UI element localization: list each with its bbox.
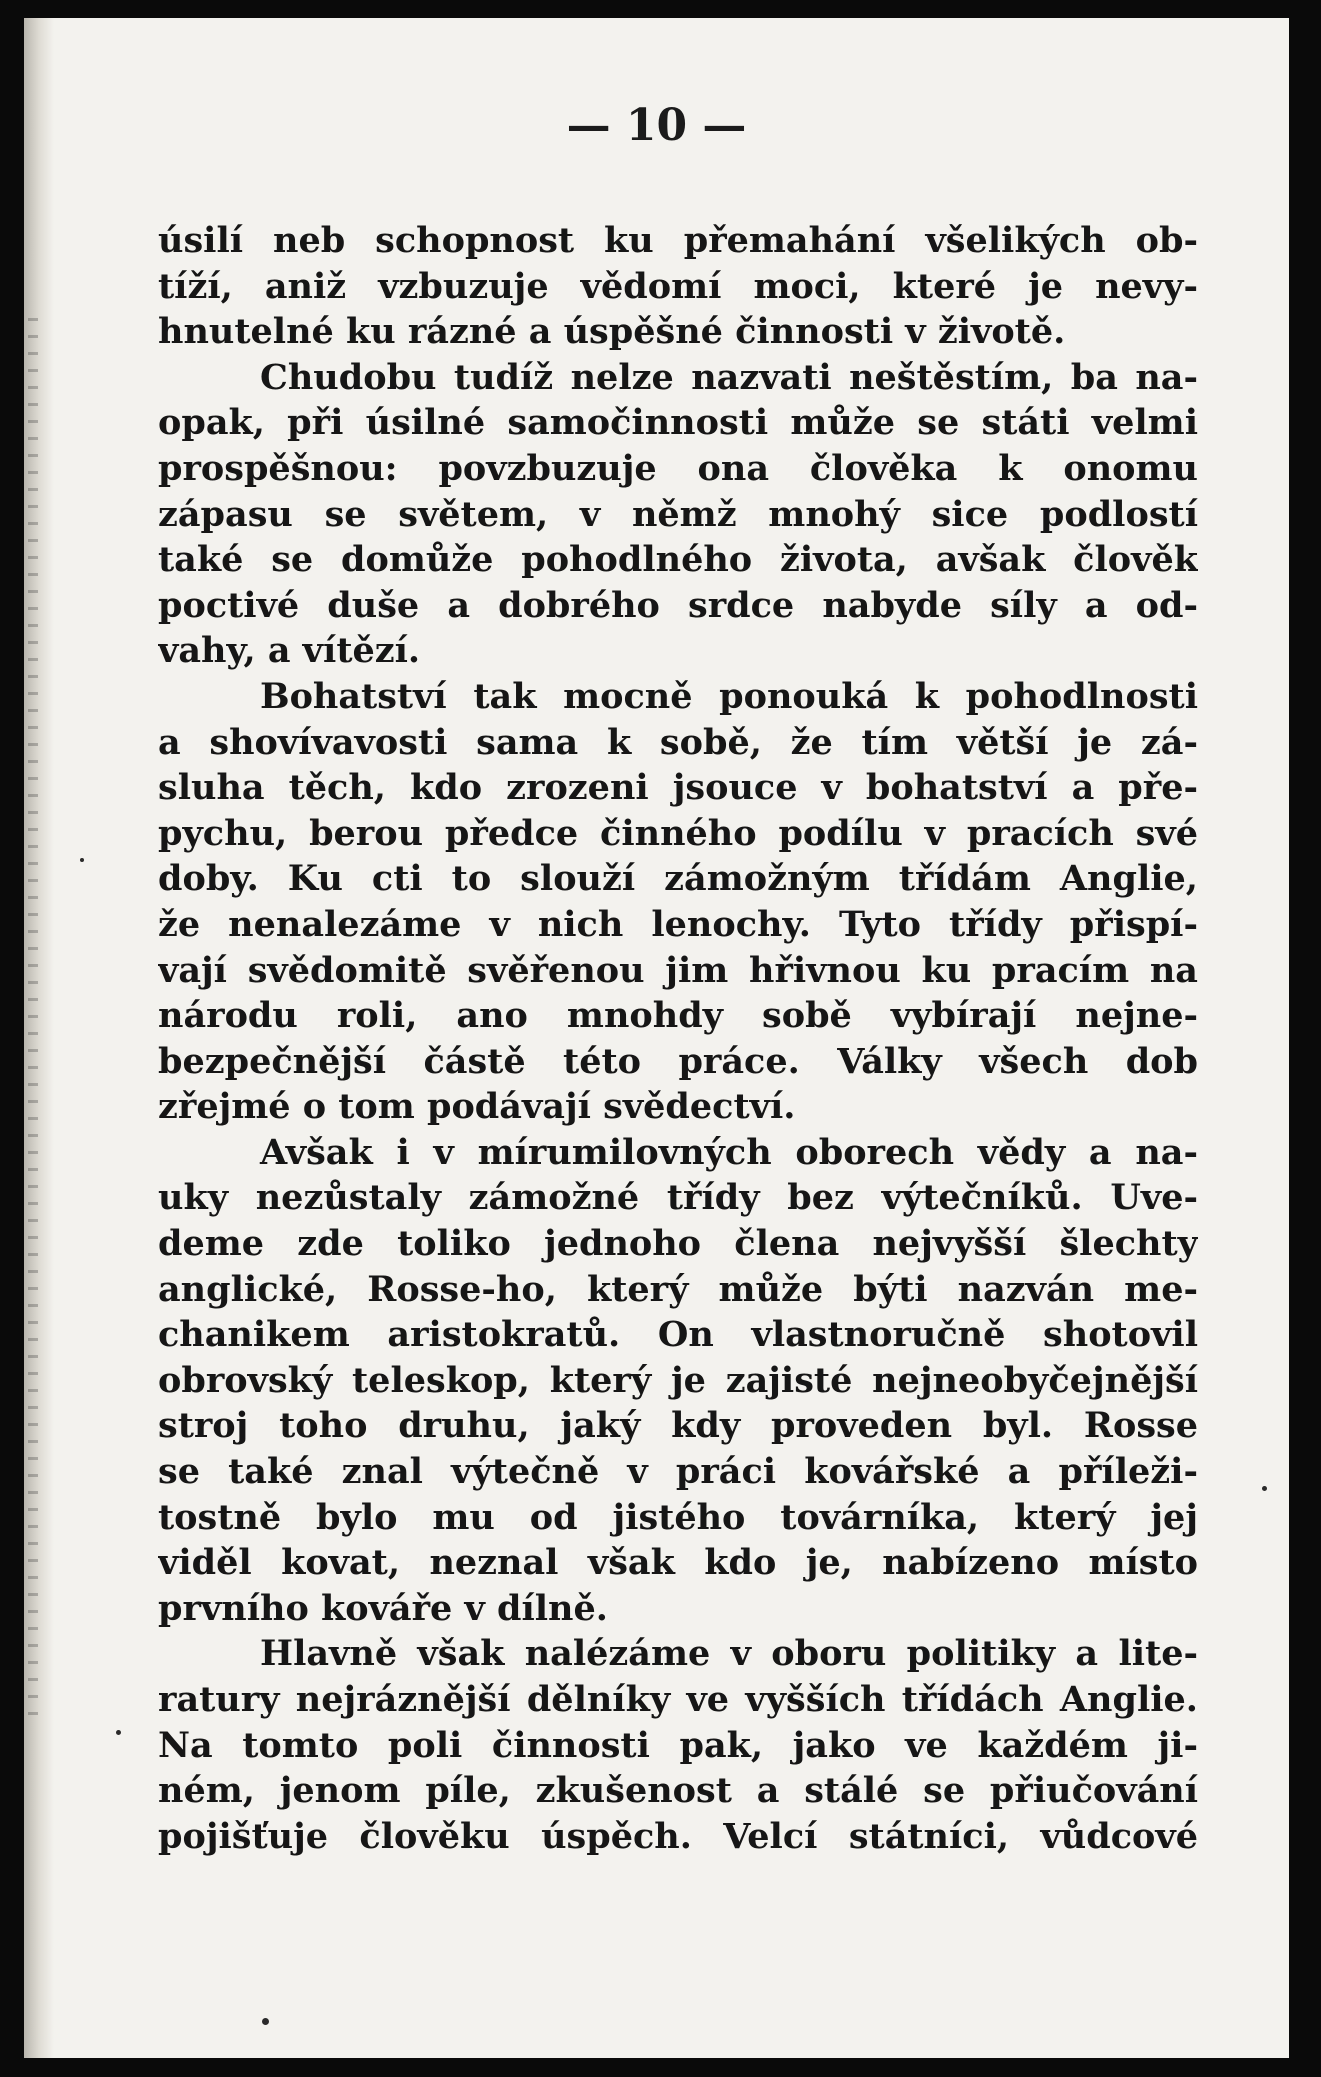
ink-speck	[80, 858, 84, 862]
text-line: obrovský teleskop, který je zajisté nejneobyčejnější	[158, 1359, 1198, 1401]
page-number: — 10 —	[566, 100, 747, 151]
text-line: hnutelné ku rázné a úspěšné činnosti v životě.	[158, 311, 1066, 353]
text-line: bezpečnější částě této práce. Války všech dob	[158, 1040, 1198, 1082]
text-line: zápasu se světem, v němž mnohý sice podlostí	[158, 493, 1198, 535]
text-line: Hlavně však nalézáme v oboru politiky a lite-	[260, 1633, 1198, 1675]
text-line: prospěšnou: povzbuzuje ona člověka k onomu	[158, 447, 1198, 489]
text-line: ratury nejráznější dělníky ve vyšších třídách Anglie.	[158, 1679, 1198, 1720]
book-page	[24, 18, 1289, 2058]
text-line: doby. Ku cti to slouží zámožným třídám Anglie,	[158, 858, 1198, 900]
text-line: že nenalezáme v nich lenochy. Tyto třídy přispí-	[158, 903, 1198, 945]
text-line: také se domůže pohodlného života, avšak člověk	[158, 539, 1198, 581]
text-line: pychu, berou předce činného podílu v pracích své	[158, 812, 1198, 854]
text-line: vají svědomitě svěřenou jim hřivnou ku pracím na	[158, 949, 1198, 991]
text-line: prvního kováře v dílně.	[158, 1587, 608, 1629]
text-line: Bohatství tak mocně ponouká k pohodlnosti	[260, 675, 1198, 717]
text-line: tíží, aniž vzbuzuje vědomí moci, které je nevy-	[158, 265, 1198, 307]
ink-speck	[262, 2018, 269, 2025]
text-line: tostně bylo mu od jistého továrníka, který jej	[158, 1496, 1198, 1538]
text-line: Avšak i v mírumilovných oborech vědy a na-	[260, 1131, 1198, 1173]
text-line: opak, při úsilné samočinnosti může se státi velmi	[158, 402, 1198, 444]
text-line: deme zde toliko jednoho člena nejvyšší šlechty	[158, 1223, 1198, 1265]
text-line: pojišťuje člověku úspěch. Velcí státníci, vůdcové	[158, 1815, 1198, 1857]
text-line: chanikem aristokratů. On vlastnoručně shotovil	[158, 1314, 1198, 1356]
text-line: a shovívavosti sama k sobě, že tím větší je zá-	[158, 721, 1198, 763]
text-line: poctivé duše a dobrého srdce nabyde síly a od-	[158, 584, 1198, 626]
text-line: anglické, Rosse-ho, který může býti nazván me-	[158, 1268, 1198, 1310]
text-line: Chudobu tudíž nelze nazvati neštěstím, ba na-	[260, 356, 1198, 398]
text-line: úsilí neb schopnost ku přemahání všelikých ob-	[158, 220, 1198, 261]
binding-marks	[28, 318, 38, 1718]
text-line: sluha těch, kdo zrozeni jsouce v bohatství a pře-	[158, 767, 1198, 809]
text-line: vahy, a vítězí.	[158, 630, 421, 672]
ink-speck	[1262, 1486, 1267, 1491]
text-line: se také znal výtečně v práci kovářské a příleži-	[158, 1451, 1198, 1493]
text-line: viděl kovat, neznal však kdo je, nabízeno místo	[158, 1542, 1198, 1584]
body-text	[158, 218, 1198, 1859]
text-line: stroj toho druhu, jaký kdy proveden byl. Rosse	[158, 1405, 1198, 1447]
text-line: Na tomto poli činnosti pak, jako ve každém ji-	[158, 1724, 1198, 1766]
text-line: národu roli, ano mnohdy sobě vybírají nejne-	[158, 995, 1198, 1037]
text-line: ném, jenom píle, zkušenost a stálé se přiučování	[158, 1770, 1198, 1812]
ink-speck	[116, 1730, 121, 1735]
text-line: zřejmé o tom podávají svědectví.	[158, 1086, 796, 1128]
text-line: uky nezůstaly zámožné třídy bez výtečníků. Uve-	[158, 1177, 1198, 1219]
